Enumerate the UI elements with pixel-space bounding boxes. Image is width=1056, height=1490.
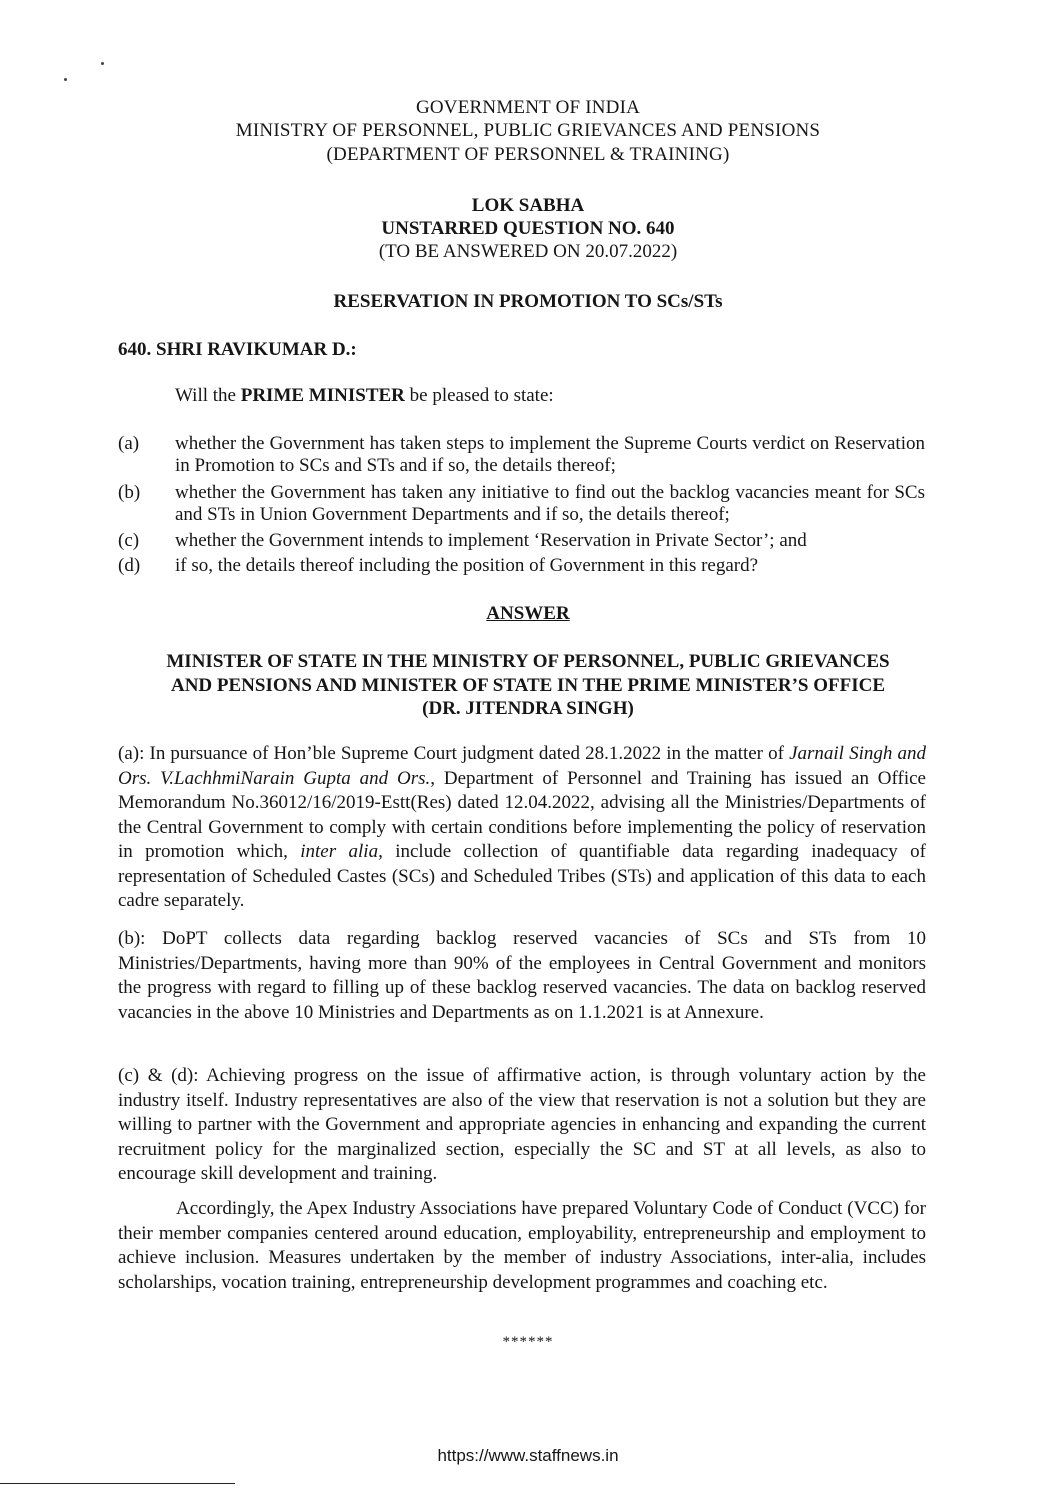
subject-heading: RESERVATION IN PROMOTION TO SCs/STs	[333, 291, 723, 312]
question-label-d: (d)	[118, 555, 141, 576]
footer-url[interactable]: https://www.staffnews.in	[437, 1446, 619, 1465]
answer-cd-paragraph: (c) & (d): Achieving progress on the issue of affirmative action, is through voluntary action by the industry itself. Industry representatives are also of the view that reservation is not a solution but they are willing to partner with the Government and appropriate agencies in enhancing and expanding the current recruitment policy for the marginalized section, especially the SC and ST at all levels, as also to encourage skill development and training.	[118, 1065, 926, 1184]
question-number: UNSTARRED QUESTION NO. 640	[381, 218, 675, 239]
header-department: (DEPARTMENT OF PERSONNEL & TRAINING)	[326, 144, 730, 165]
member-name: 640. SHRI RAVIKUMAR D.:	[118, 339, 357, 360]
answer-accordingly-paragraph: Accordingly, the Apex Industry Associations have prepared Voluntary Code of Conduct (VCC) for their member companies centered around education, employability, entrepreneurship and employment to achieve inclusion. Measures undertaken by the member of industry Associations, inter-alia, includes scholarships, vocation training, entrepreneurship development programmes and coaching etc.	[118, 1198, 926, 1293]
intro-line: Will the PRIME MINISTER be pleased to state:	[175, 385, 554, 406]
question-text-c: whether the Government intends to implement ‘Reservation in Private Sector’; and	[175, 530, 807, 551]
minister-line-2: AND PENSIONS AND MINISTER OF STATE IN THE PRIME MINISTER’S OFFICE	[170, 675, 886, 696]
house-name: LOK SABHA	[471, 195, 585, 216]
question-label-c: (c)	[118, 530, 140, 551]
question-text-a: whether the Government has taken steps to implement the Supreme Courts verdict on Reservation in Promotion to SCs and STs and if so, the details thereof;	[175, 433, 925, 476]
scan-speck	[64, 78, 67, 81]
answer-b-paragraph: (b): DoPT collects data regarding backlog reserved vacancies of SCs and STs from 10 Ministries/Departments, having more than 90% of the employees in Central Government and monitors the progress with regard to filling up of these backlog reserved vacancies. The data on backlog reserved vacancies in the above 10 Ministries and Departments as on 1.1.2021 is at Annexure.	[118, 928, 926, 1023]
answer-heading: ANSWER	[486, 603, 570, 624]
footer-rule	[0, 1483, 235, 1484]
answer-a-paragraph: (a): In pursuance of Hon’ble Supreme Court judgment dated 28.1.2022 in the matter of Jarnail Singh and Ors. V.LachhmiNarain Gupta and Ors., Department of Personnel and Training has issued an Office Memorandum No.36012/16/2019-Estt(Res) dated 12.04.2022, advising all the Ministries/Departments of the Central Government to comply with certain conditions before implementing the policy of reservation in promotion which, inter alia, include collection of quantifiable data regarding inadequacy of representation of Scheduled Castes (SCs) and Scheduled Tribes (STs) and application of this data to each cadre separately.	[118, 743, 926, 911]
question-text-b: whether the Government has taken any initiative to find out the backlog vacancies meant for SCs and STs in Union Government Departments and if so, the details thereof;	[175, 482, 925, 525]
header-government: GOVERNMENT OF INDIA	[415, 97, 641, 118]
minister-line-3: (DR. JITENDRA SINGH)	[422, 698, 634, 719]
end-mark: ******	[502, 1334, 554, 1350]
minister-line-1: MINISTER OF STATE IN THE MINISTRY OF PERSONNEL, PUBLIC GRIEVANCES	[166, 651, 890, 672]
header-ministry: MINISTRY OF PERSONNEL, PUBLIC GRIEVANCES AND PENSIONS	[235, 120, 821, 141]
answer-date: (TO BE ANSWERED ON 20.07.2022)	[378, 241, 678, 262]
scan-speck	[101, 62, 104, 65]
question-label-a: (a)	[118, 433, 140, 454]
question-text-d: if so, the details thereof including the position of Government in this regard?	[175, 555, 759, 576]
question-label-b: (b)	[118, 482, 141, 503]
